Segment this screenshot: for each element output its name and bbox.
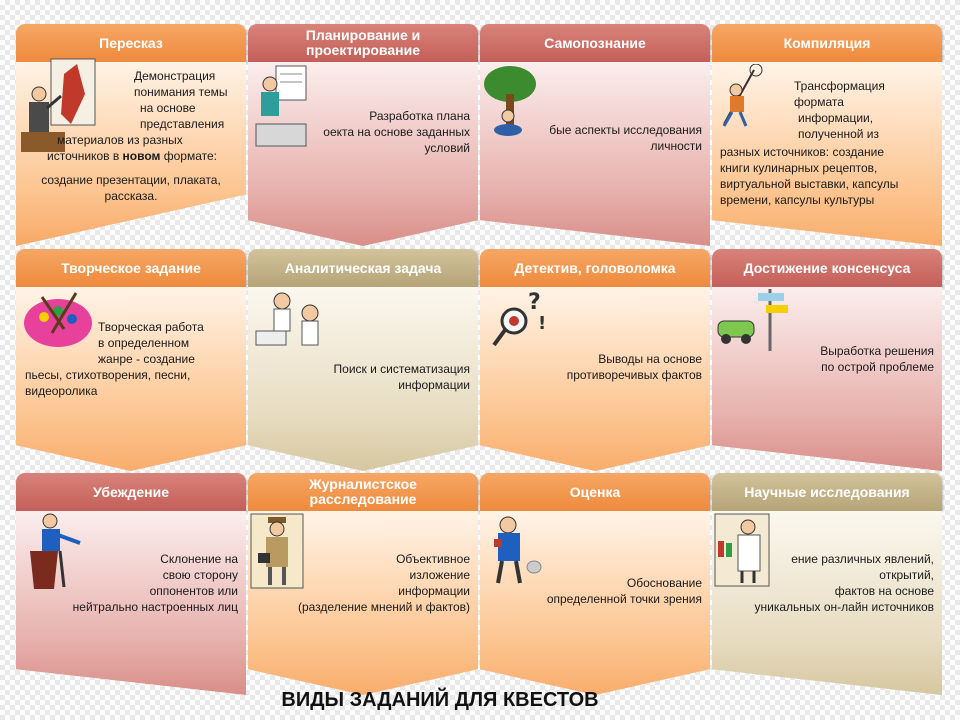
card-header: Аналитическая задача <box>248 249 478 287</box>
card-text: Склонение на свою сторону оппонентов или нейтрально настроенных лиц <box>72 552 238 614</box>
card-text: бые аспекты исследования личности <box>549 123 702 153</box>
card-header: Достижение консенсуса <box>712 249 942 287</box>
card-header: Пересказ <box>16 24 246 62</box>
card-header: Детектив, головоломка <box>480 249 710 287</box>
card-header: Планирование и проектирование <box>248 24 478 62</box>
card-header: Компиляция <box>712 24 942 62</box>
card-text: Выработка решения по острой проблеме <box>820 344 934 374</box>
svg-text:!: ! <box>538 313 547 334</box>
card-text: Поиск и систематизация информации <box>333 362 470 392</box>
card-header: Научные исследования <box>712 473 942 511</box>
magnifier-icon <box>490 289 550 351</box>
card-header: Журналистское расследование <box>248 473 478 511</box>
card-text-head: Творческая работа в определенном жанре - создание <box>98 320 204 366</box>
card-text-head: Трансформация формата информации, полученной из <box>794 79 885 141</box>
card-text: Разработка плана оекта на основе заданных условий <box>323 109 470 155</box>
bold-word: новом <box>122 149 161 163</box>
palette-icon <box>22 289 98 351</box>
card-header: Убеждение <box>16 473 246 511</box>
card-text: Объективное изложение информации (разделение мнений и фактов) <box>297 552 470 614</box>
card-text: ение различных явлений, открытий, фактов на основе уникальных он-лайн источников <box>754 552 934 614</box>
card-text-tail: создание презентации, плаката, рассказа. <box>41 173 221 203</box>
card-text: Выводы на основе противоречивых фактов <box>566 352 702 382</box>
butterfly-catcher-icon <box>714 64 766 132</box>
scientists-icon <box>252 289 328 355</box>
card-text: Демонстрация понимания темы на основе представления материалов из разных источников в новом формате: <box>47 69 228 163</box>
card-header: Оценка <box>480 473 710 511</box>
card-text-tail: пьесы, стихотворения, песни, видеоролика <box>25 368 191 398</box>
card-text-tail: разных источников: создание книги кулинарных рецептов, виртуальной выставки, капсулы времени, капсулы культуры <box>720 145 899 207</box>
card-header: Творческое задание <box>16 249 246 287</box>
page-title: ВИДЫ ЗАДАНИЙ ДЛЯ КВЕСТОВ <box>281 689 599 711</box>
card-text: Обоснование определенной точки зрения <box>546 576 702 606</box>
svg-text:?: ? <box>528 290 541 315</box>
card-header: Самопознание <box>480 24 710 62</box>
